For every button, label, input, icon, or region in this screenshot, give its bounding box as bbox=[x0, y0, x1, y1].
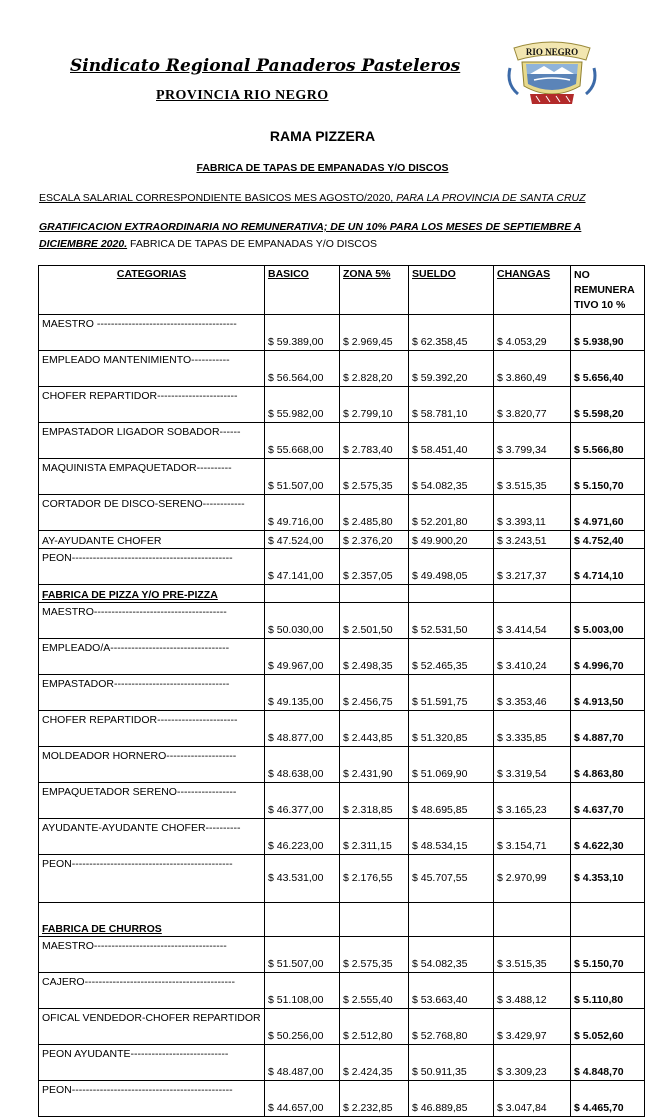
cell-changas: $ 3.515,35 bbox=[494, 937, 571, 973]
cell-sueldo: $ 52.768,80 bbox=[409, 1009, 494, 1045]
cell-sueldo: $ 46.889,85 bbox=[409, 1081, 494, 1117]
cell-basico: $ 59.389,00 bbox=[265, 315, 340, 351]
cell-zona: $ 2.176,55 bbox=[340, 855, 409, 903]
cell-basico: $ 51.507,00 bbox=[265, 937, 340, 973]
cell-changas: $ 3.047,84 bbox=[494, 1081, 571, 1117]
cell-zona: $ 2.828,20 bbox=[340, 351, 409, 387]
cell-categoria: MAESTRO-------------------------------------- bbox=[39, 603, 265, 639]
cell-categoria: MAESTRO-------------------------------------- bbox=[39, 937, 265, 973]
cell-basico: $ 49.716,00 bbox=[265, 495, 340, 531]
cell-sueldo: $ 52.465,35 bbox=[409, 639, 494, 675]
cell-sueldo: $ 49.900,20 bbox=[409, 531, 494, 549]
cell-changas: $ 3.410,24 bbox=[494, 639, 571, 675]
table-row bbox=[39, 937, 645, 973]
cell-changas: $ 3.154,71 bbox=[494, 819, 571, 855]
cell-categoria: EMPASTADOR LIGADOR SOBADOR------ bbox=[39, 423, 265, 459]
cell-zona: $ 2.799,10 bbox=[340, 387, 409, 423]
cell-zona: $ 2.357,05 bbox=[340, 549, 409, 585]
cell-changas: $ 4.053,29 bbox=[494, 315, 571, 351]
table-row bbox=[39, 531, 645, 549]
cell-basico: $ 49.967,00 bbox=[265, 639, 340, 675]
cell-categoria: EMPLEADO/A---------------------------------- bbox=[39, 639, 265, 675]
cell-sueldo: $ 51.320,85 bbox=[409, 711, 494, 747]
cell-sueldo: $ 45.707,55 bbox=[409, 855, 494, 903]
cell-basico: $ 55.982,00 bbox=[265, 387, 340, 423]
cell-zona: $ 2.443,85 bbox=[340, 711, 409, 747]
cell-categoria: PEON AYUDANTE---------------------------- bbox=[39, 1045, 265, 1081]
cell-zona: $ 2.575,35 bbox=[340, 937, 409, 973]
section-row-churros bbox=[39, 903, 645, 937]
cell-no-remunerativo: $ 5.003,00 bbox=[571, 603, 645, 639]
cell-sueldo: $ 52.531,50 bbox=[409, 603, 494, 639]
cell-basico: $ 56.564,00 bbox=[265, 351, 340, 387]
cell-changas: $ 3.335,85 bbox=[494, 711, 571, 747]
table-header-row bbox=[39, 266, 645, 315]
cell-no-remunerativo: $ 4.971,60 bbox=[571, 495, 645, 531]
header-basico: BASICO bbox=[265, 266, 340, 315]
cell-sueldo: $ 54.082,35 bbox=[409, 459, 494, 495]
cell-no-remunerativo: $ 5.938,90 bbox=[571, 315, 645, 351]
cell-no-remunerativo: $ 5.150,70 bbox=[571, 937, 645, 973]
escala-line bbox=[39, 192, 586, 204]
cell-sueldo: $ 62.358,45 bbox=[409, 315, 494, 351]
cell-sueldo: $ 48.695,85 bbox=[409, 783, 494, 819]
cell-changas: $ 3.165,23 bbox=[494, 783, 571, 819]
cell-basico: $ 55.668,00 bbox=[265, 423, 340, 459]
cell-categoria: AYUDANTE-AYUDANTE CHOFER---------- bbox=[39, 819, 265, 855]
page-title: RAMA PIZZERA bbox=[269, 128, 376, 144]
cell-no-remunerativo: $ 5.150,70 bbox=[571, 459, 645, 495]
cell-zona: $ 2.318,85 bbox=[340, 783, 409, 819]
cell-basico: $ 49.135,00 bbox=[265, 675, 340, 711]
table-row bbox=[39, 855, 645, 903]
table-row bbox=[39, 819, 645, 855]
cell-basico: $ 48.638,00 bbox=[265, 747, 340, 783]
cell-categoria: PEON---------------------------------------------- bbox=[39, 1081, 265, 1117]
header-no-remunerativo: NO REMUNERA TIVO 10 % bbox=[571, 266, 645, 315]
cell-basico: $ 51.108,00 bbox=[265, 973, 340, 1009]
cell-categoria: MOLDEADOR HORNERO-------------------- bbox=[39, 747, 265, 783]
cell-sueldo: $ 58.781,10 bbox=[409, 387, 494, 423]
cell-sueldo: $ 54.082,35 bbox=[409, 937, 494, 973]
cell-changas: $ 3.243,51 bbox=[494, 531, 571, 549]
province-title: PROVINCIA RIO NEGRO bbox=[156, 88, 329, 103]
cell-changas: $ 3.319,54 bbox=[494, 747, 571, 783]
cell-no-remunerativo: $ 5.598,20 bbox=[571, 387, 645, 423]
gratificacion-rest: FABRICA DE TAPAS DE EMPANADAS Y/O DISCOS bbox=[127, 238, 378, 250]
section-title-churros: FABRICA DE CHURROS bbox=[39, 903, 265, 937]
cell-no-remunerativo: $ 4.465,70 bbox=[571, 1081, 645, 1117]
cell-zona: $ 2.485,80 bbox=[340, 495, 409, 531]
cell-basico: $ 47.524,00 bbox=[265, 531, 340, 549]
table-row bbox=[39, 711, 645, 747]
gratificacion-bold: GRATIFICACION EXTRAORDINARIA NO REMUNERATIVA; DE UN 10% PARA LOS MESES DE SEPTIEMBRE A DICIEMBRE 2020. bbox=[39, 221, 582, 250]
cell-changas: $ 2.970,99 bbox=[494, 855, 571, 903]
org-title: Sindicato Regional Panaderos Pasteleros bbox=[70, 56, 461, 76]
table-row bbox=[39, 549, 645, 585]
cell-categoria: EMPAQUETADOR SERENO----------------- bbox=[39, 783, 265, 819]
cell-zona: $ 2.501,50 bbox=[340, 603, 409, 639]
section-title-pizza: FABRICA DE PIZZA Y/O PRE-PIZZA bbox=[39, 585, 265, 603]
cell-sueldo: $ 48.534,15 bbox=[409, 819, 494, 855]
cell-changas: $ 3.429,97 bbox=[494, 1009, 571, 1045]
cell-basico: $ 48.487,00 bbox=[265, 1045, 340, 1081]
cell-categoria: CORTADOR DE DISCO-SERENO------------ bbox=[39, 495, 265, 531]
cell-categoria: PEON---------------------------------------------- bbox=[39, 855, 265, 903]
escala-italic: PARA LA PROVINCIA DE SANTA CRUZ bbox=[396, 192, 586, 204]
cell-categoria: CHOFER REPARTIDOR----------------------- bbox=[39, 711, 265, 747]
table-row bbox=[39, 1081, 645, 1117]
header-changas: CHANGAS bbox=[494, 266, 571, 315]
salary-table bbox=[38, 265, 645, 1117]
cell-changas: $ 3.488,12 bbox=[494, 973, 571, 1009]
cell-no-remunerativo: $ 5.566,80 bbox=[571, 423, 645, 459]
cell-basico: $ 46.223,00 bbox=[265, 819, 340, 855]
gratificacion-paragraph bbox=[39, 219, 609, 253]
cell-categoria: EMPLEADO MANTENIMIENTO----------- bbox=[39, 351, 265, 387]
cell-changas: $ 3.860,49 bbox=[494, 351, 571, 387]
cell-no-remunerativo: $ 5.052,60 bbox=[571, 1009, 645, 1045]
cell-basico: $ 46.377,00 bbox=[265, 783, 340, 819]
table-row bbox=[39, 973, 645, 1009]
cell-zona: $ 2.783,40 bbox=[340, 423, 409, 459]
cell-changas: $ 3.217,37 bbox=[494, 549, 571, 585]
table-row bbox=[39, 423, 645, 459]
cell-zona: $ 2.232,85 bbox=[340, 1081, 409, 1117]
cell-zona: $ 2.311,15 bbox=[340, 819, 409, 855]
table-row bbox=[39, 783, 645, 819]
cell-basico: $ 48.877,00 bbox=[265, 711, 340, 747]
cell-zona: $ 2.555,40 bbox=[340, 973, 409, 1009]
cell-basico: $ 44.657,00 bbox=[265, 1081, 340, 1117]
table-row bbox=[39, 1045, 645, 1081]
table-row bbox=[39, 747, 645, 783]
cell-zona: $ 2.969,45 bbox=[340, 315, 409, 351]
cell-changas: $ 3.309,23 bbox=[494, 1045, 571, 1081]
cell-categoria: MAESTRO ---------------------------------------- bbox=[39, 315, 265, 351]
table-row bbox=[39, 639, 645, 675]
cell-changas: $ 3.799,34 bbox=[494, 423, 571, 459]
cell-zona: $ 2.512,80 bbox=[340, 1009, 409, 1045]
cell-changas: $ 3.353,46 bbox=[494, 675, 571, 711]
cell-basico: $ 47.141,00 bbox=[265, 549, 340, 585]
table-row bbox=[39, 387, 645, 423]
table-row bbox=[39, 315, 645, 351]
header-categorias: CATEGORIAS bbox=[39, 266, 265, 315]
cell-basico: $ 50.030,00 bbox=[265, 603, 340, 639]
cell-no-remunerativo: $ 4.637,70 bbox=[571, 783, 645, 819]
page-subtitle: FABRICA DE TAPAS DE EMPANADAS Y/O DISCOS bbox=[196, 162, 449, 174]
cell-categoria: CAJERO------------------------------------------- bbox=[39, 973, 265, 1009]
escala-text: ESCALA SALARIAL CORRESPONDIENTE BASICOS MES AGOSTO/2020, bbox=[39, 192, 397, 204]
cell-no-remunerativo: $ 5.656,40 bbox=[571, 351, 645, 387]
cell-categoria: EMPASTADOR--------------------------------- bbox=[39, 675, 265, 711]
coat-of-arms-logo bbox=[500, 38, 604, 112]
cell-categoria: MAQUINISTA EMPAQUETADOR---------- bbox=[39, 459, 265, 495]
cell-no-remunerativo: $ 4.714,10 bbox=[571, 549, 645, 585]
table-row bbox=[39, 675, 645, 711]
cell-sueldo: $ 59.392,20 bbox=[409, 351, 494, 387]
table-row bbox=[39, 1009, 645, 1045]
cell-sueldo: $ 51.591,75 bbox=[409, 675, 494, 711]
section-row-pizza bbox=[39, 585, 645, 603]
cell-changas: $ 3.393,11 bbox=[494, 495, 571, 531]
cell-no-remunerativo: $ 4.752,40 bbox=[571, 531, 645, 549]
cell-no-remunerativo: $ 4.913,50 bbox=[571, 675, 645, 711]
cell-changas: $ 3.414,54 bbox=[494, 603, 571, 639]
cell-categoria: OFICAL VENDEDOR-CHOFER REPARTIDOR bbox=[39, 1009, 265, 1045]
cell-sueldo: $ 50.911,35 bbox=[409, 1045, 494, 1081]
cell-no-remunerativo: $ 4.863,80 bbox=[571, 747, 645, 783]
table-row bbox=[39, 459, 645, 495]
cell-no-remunerativo: $ 4.622,30 bbox=[571, 819, 645, 855]
table-row bbox=[39, 351, 645, 387]
cell-zona: $ 2.431,90 bbox=[340, 747, 409, 783]
cell-zona: $ 2.424,35 bbox=[340, 1045, 409, 1081]
cell-zona: $ 2.376,20 bbox=[340, 531, 409, 549]
cell-sueldo: $ 51.069,90 bbox=[409, 747, 494, 783]
cell-zona: $ 2.456,75 bbox=[340, 675, 409, 711]
cell-no-remunerativo: $ 4.996,70 bbox=[571, 639, 645, 675]
cell-basico: $ 43.531,00 bbox=[265, 855, 340, 903]
cell-categoria: PEON---------------------------------------------- bbox=[39, 549, 265, 585]
cell-basico: $ 51.507,00 bbox=[265, 459, 340, 495]
table-row bbox=[39, 495, 645, 531]
cell-categoria: CHOFER REPARTIDOR----------------------- bbox=[39, 387, 265, 423]
cell-no-remunerativo: $ 4.887,70 bbox=[571, 711, 645, 747]
cell-sueldo: $ 53.663,40 bbox=[409, 973, 494, 1009]
cell-zona: $ 2.575,35 bbox=[340, 459, 409, 495]
cell-sueldo: $ 49.498,05 bbox=[409, 549, 494, 585]
cell-no-remunerativo: $ 5.110,80 bbox=[571, 973, 645, 1009]
cell-basico: $ 50.256,00 bbox=[265, 1009, 340, 1045]
cell-no-remunerativo: $ 4.353,10 bbox=[571, 855, 645, 903]
logo-text: RIO NEGRO bbox=[525, 47, 579, 57]
cell-changas: $ 3.820,77 bbox=[494, 387, 571, 423]
table-row bbox=[39, 603, 645, 639]
cell-changas: $ 3.515,35 bbox=[494, 459, 571, 495]
cell-sueldo: $ 58.451,40 bbox=[409, 423, 494, 459]
cell-categoria: AY-AYUDANTE CHOFER bbox=[39, 531, 265, 549]
cell-sueldo: $ 52.201,80 bbox=[409, 495, 494, 531]
cell-zona: $ 2.498,35 bbox=[340, 639, 409, 675]
cell-no-remunerativo: $ 4.848,70 bbox=[571, 1045, 645, 1081]
header-sueldo: SUELDO bbox=[409, 266, 494, 315]
header-zona: ZONA 5% bbox=[340, 266, 409, 315]
